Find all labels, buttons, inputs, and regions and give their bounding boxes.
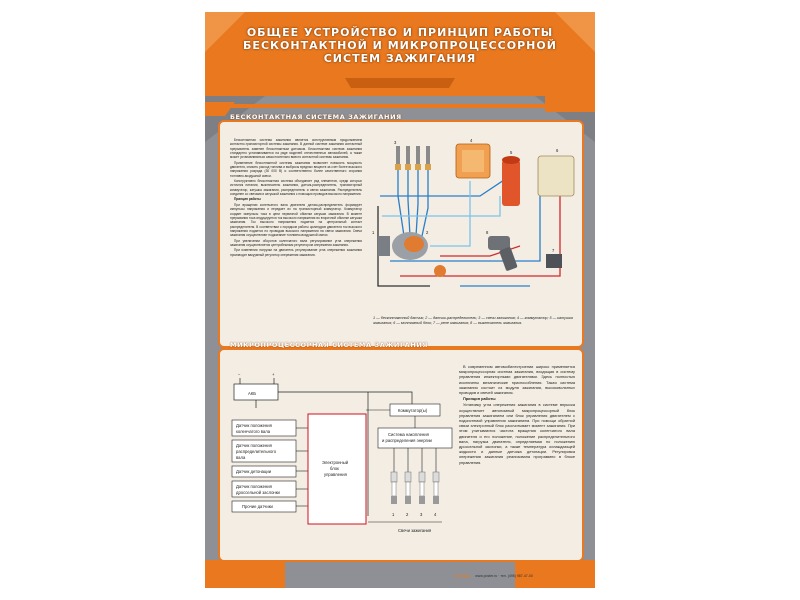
- diagram-caption: 1 — бесконтактный датчик; 2 — датчик-распределитель; 3 — свечи зажигания; 4 — коммутатор; 5 — катушка зажигания; 6 — монтажный блок; 7 — реле зажигания; 8 — выключатель зажигания.: [373, 316, 573, 325]
- plug-number-2: 2: [406, 512, 409, 517]
- commutator-label: Коммутатор(ы): [398, 408, 428, 413]
- paragraph: В современном автомобилестроении широко применяется микропроцессорная система зажигания, входящая в систему управления инжекторными двигателями. Здесь полностью исключены механические приспособления. Такая система зажигания состоит из модуля зажигания, высоковольтных проводов и свечей зажигания.: [459, 364, 575, 396]
- footer-text: www.poster.ru · тел. (495) 987-47-00: [475, 574, 533, 578]
- paragraph: При увеличении оборотов коленчатого вала регулирование угла опережения зажигания осуществляется центробежным регулятором опережения зажигания.: [230, 238, 362, 247]
- sensor-1-line1: Датчик положения: [236, 423, 272, 428]
- plug-number-1: 1: [392, 512, 395, 517]
- principle-heading: Принцип работы: [463, 396, 496, 402]
- paragraph: Установку угла опережения зажигания в системе впрыска осуществляет автономный микропроцессорный блок управления зажиганием или блок управления двигателем с подсистемой управления зажиганием. При помощи обратной связи электронный блок рассчитывает момент зажигания. При этом учитываются частота вращения коленчатого вала двигателя и его положение, положение распределительного вала, нагрузка двигателя, определяемая по положению дроссельной заслонки, а также температура охлаждающей жидкости и данные датчика детонации. Регулировка опережения зажигания реализована программно в блоке управления.: [459, 402, 575, 465]
- principle-heading: Принцип работы: [234, 197, 261, 202]
- poster-title: [225, 26, 575, 65]
- svg-text:Система накопления: Система накопления: [388, 432, 429, 437]
- footer-brand: Колледж: [455, 574, 471, 578]
- paragraph: При изменении нагрузки на двигатель регулирование угла опережения зажигания производит вакуумный регулятор опережения зажигания.: [230, 248, 362, 257]
- plugs-label: Свечи зажигания: [398, 528, 432, 533]
- contactless-wiring-diagram: [370, 136, 578, 308]
- svg-text:Датчик положения: Датчик положения: [236, 484, 272, 489]
- svg-text:Датчик положения: Датчик положения: [236, 443, 272, 448]
- battery-label: АКБ: [248, 391, 256, 396]
- label-2: 2: [426, 230, 429, 235]
- svg-text:и распределения энергии: и распределения энергии: [382, 438, 432, 443]
- section-contactless-title: БЕСКОНТАКТНАЯ СИСТЕМА ЗАЖИГАНИЯ: [230, 113, 402, 121]
- poster-title-line-1: ОБЩЕЕ УСТРОЙСТВО И ПРИНЦИП РАБОТЫ: [246, 26, 554, 39]
- svg-text:Электронный: Электронный: [322, 460, 349, 465]
- svg-text:Датчик детонации: Датчик детонации: [236, 469, 272, 474]
- section-microprocessor-title: МИКРОПРОЦЕССОРНАЯ СИСТЕМА ЗАЖИГАНИЯ: [230, 341, 428, 349]
- plug-number-4: 4: [434, 512, 437, 517]
- svg-text:распределительного: распределительного: [236, 449, 277, 454]
- poster-title-line-3: СИСТЕМ ЗАЖИГАНИЯ: [323, 52, 477, 65]
- svg-text:дроссельной заслонки: дроссельной заслонки: [236, 490, 280, 495]
- svg-text:управления: управления: [324, 472, 347, 477]
- poster-footer: [455, 574, 533, 578]
- label-8: 8: [486, 230, 489, 235]
- spark-plugs: [391, 472, 439, 504]
- label-1: 1: [372, 230, 375, 235]
- sensor-1-line2: коленчатого вала: [236, 429, 271, 434]
- section-microprocessor-text: [459, 364, 575, 554]
- paragraph: Бесконтактная система зажигания является конструктивным продолжением контактно-транзисторной системы зажигания. В данной системе зажигания контактный прерыватель заменен бесконтактным датчиком. Бесконтактная система зажигания стандартно устанавливается на ряде моделей отечественных автомобилей, а также может устанавливаться самостоятельно вместо контактной системы зажигания.: [230, 138, 362, 160]
- microprocessor-block-diagram: [228, 364, 458, 554]
- plug-number-3: 3: [420, 512, 423, 517]
- section-contactless: [218, 113, 584, 348]
- sensor-5-label: Прочие датчики: [242, 504, 273, 509]
- paragraph: При вращении коленчатого вала двигателя датчик-распределитель формирует импульсы напряжения и передает их на транзисторный коммутатор. Коммутатор создает импульсы тока в цепи первичной обмотки катушки зажигания. В момент прерывания тока индуцируется ток высокого напряжения во вторичной обмотке катушки зажигания. Ток высокого напряжения подается на центральный контакт распределителя. В соответствии с порядком работы цилиндров двигателя ток высокого напряжения подается по проводам высокого напряжения на свечи зажигания. Свечи зажигания осуществляют поджигание топливно-воздушной смеси.: [230, 202, 362, 238]
- poster-title-line-2: БЕСКОНТАКТНОЙ И МИКРОПРОЦЕССОРНОЙ: [243, 39, 557, 52]
- battery-box: [234, 384, 278, 400]
- svg-text:+: +: [272, 372, 275, 377]
- svg-text:блок: блок: [330, 466, 339, 471]
- paragraph: Применение бесконтактной системы зажигания позволяет повысить мощность двигателя, снизить расход топлива и выбросы вредных веществ за счет более высокого напряжения разряда (30 000 В) и соответственно более качественного сгорания топливно-воздушной смеси.: [230, 160, 362, 178]
- svg-text:вала: вала: [236, 455, 246, 460]
- spark-plugs-group: [395, 146, 431, 170]
- section-contactless-text: [230, 138, 362, 338]
- svg-text:−: −: [238, 372, 241, 377]
- label-6: 6: [556, 148, 559, 153]
- label-3: 3: [394, 140, 397, 145]
- label-4: 4: [470, 138, 473, 143]
- paragraph: Конструктивно бесконтактная система объединяет ряд элементов, среди которых источник питания, выключатель зажигания, датчик-распределитель, транзисторный коммутатор, катушка зажигания, распределитель и свечи зажигания. Распределитель соединен со свечами и катушкой зажигания с помощью проводов высокого напряжения.: [230, 179, 362, 197]
- sensor-group: [232, 420, 296, 512]
- label-7: 7: [552, 248, 555, 253]
- section-microprocessor: [218, 341, 584, 562]
- poster: [205, 12, 595, 588]
- label-5: 5: [510, 150, 513, 155]
